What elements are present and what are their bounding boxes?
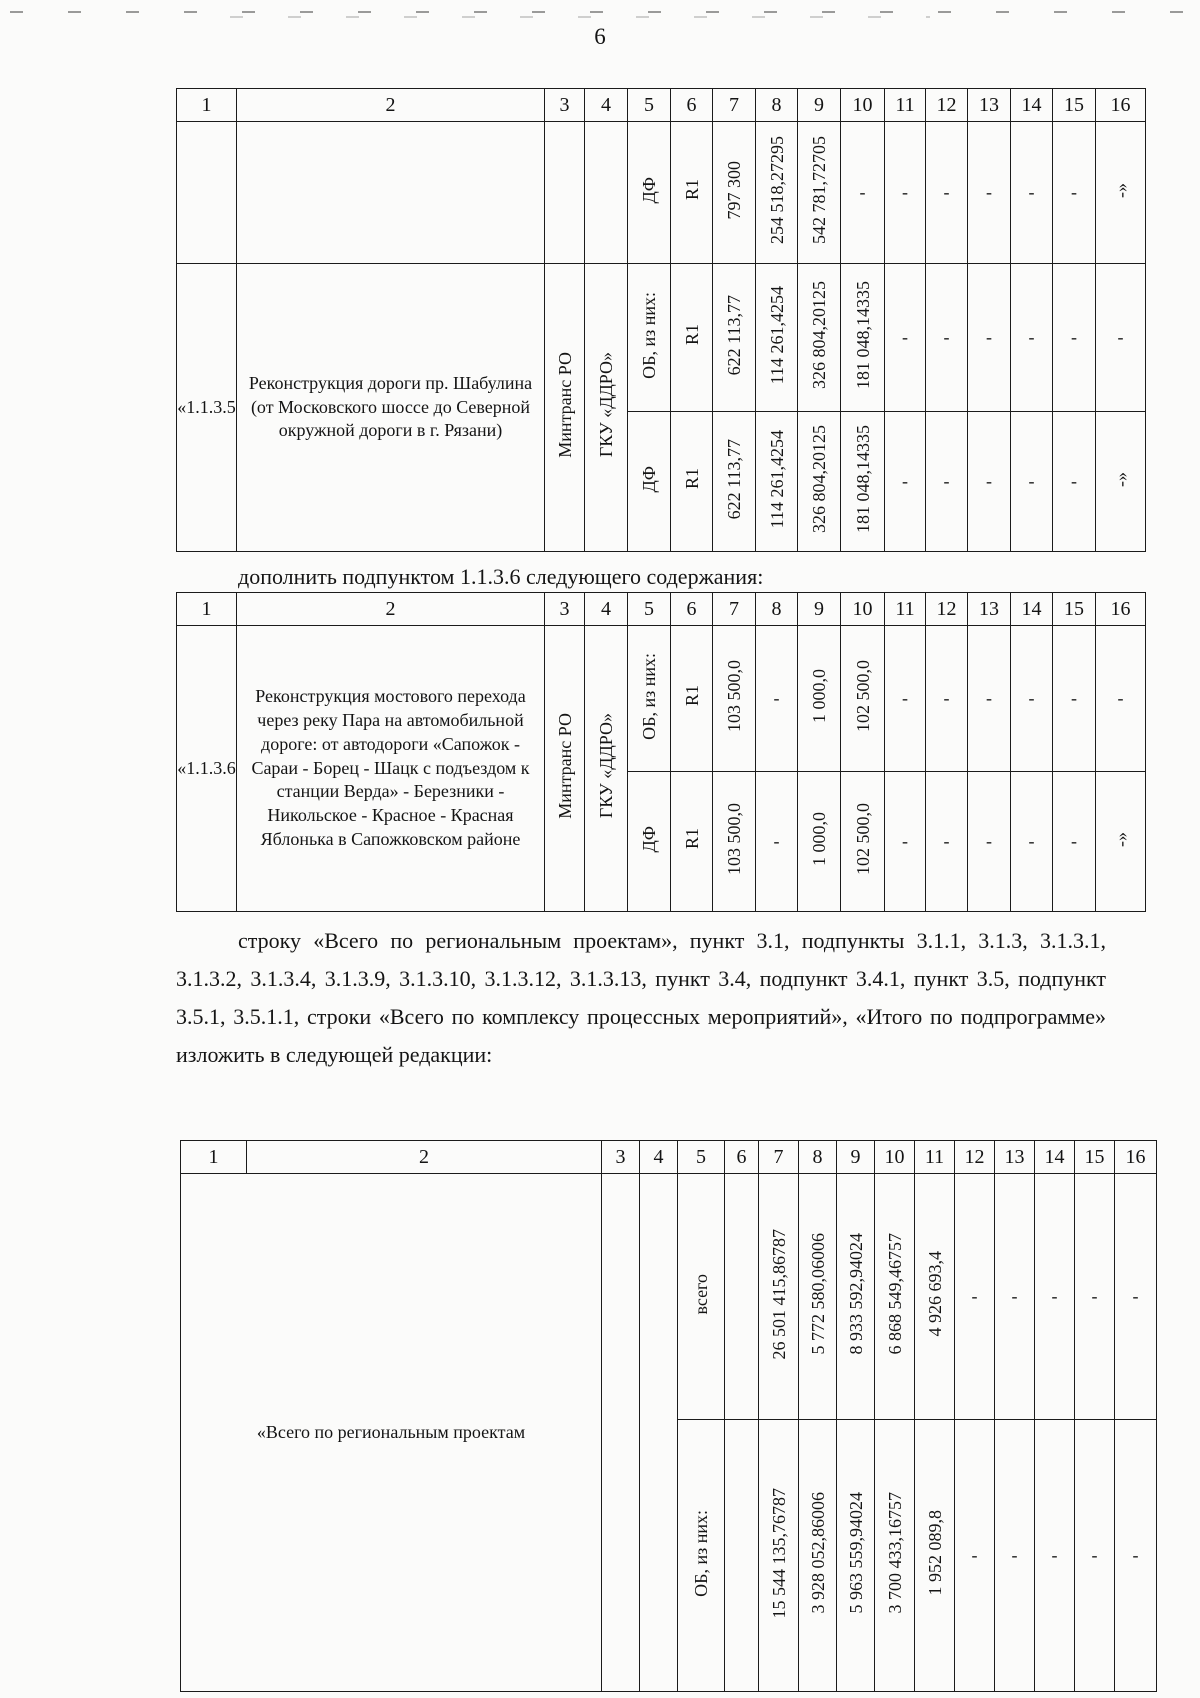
t1-h15: 15 — [1053, 89, 1096, 122]
t3-h12: 12 — [955, 1141, 995, 1174]
empty-cell — [237, 122, 545, 264]
t1-row-1135-ob — [177, 264, 1146, 412]
t1-h9: 9 — [798, 89, 841, 122]
t2-agency-text: ГКУ «ДДРО» — [596, 713, 616, 819]
t3-h5: 5 — [678, 1141, 725, 1174]
t2-sub1-y2 — [798, 626, 841, 772]
t3-total-y1-text: 5 772 580,06006 — [807, 1233, 828, 1355]
t3-ob-code-empty — [725, 1420, 759, 1692]
t1-rowA-total-text: 797 300 — [724, 160, 744, 220]
t1-sub2-source — [628, 412, 671, 552]
t1-sub1-total — [713, 264, 756, 412]
t1-header-row — [177, 89, 1146, 122]
t3-ob-source-text: ОБ, из них: — [691, 1509, 711, 1597]
insert-clause-paragraph: дополнить подпунктом 1.1.3.6 следующего содержания: — [238, 564, 764, 589]
t2-sub2-ditto-text: -» — [1110, 831, 1131, 847]
t3-ob-y1 — [799, 1420, 837, 1692]
t3-ob-c12: - — [955, 1420, 995, 1692]
t1-rowA-c14: - — [1011, 122, 1053, 264]
t3-total-source-text: всего — [691, 1273, 711, 1315]
t1-sub2-y1 — [756, 412, 798, 552]
t3-header-row — [181, 1141, 1157, 1174]
t2-sub1-y3-text: 102 500,0 — [852, 660, 873, 732]
t3-ob-sum — [759, 1420, 799, 1692]
t2-sub1-c11: - — [885, 626, 926, 772]
t3-h10: 10 — [875, 1141, 915, 1174]
t2-sub2-c8: - — [756, 772, 798, 912]
t1-h4: 4 — [585, 89, 628, 122]
t1-h16: 16 — [1096, 89, 1146, 122]
t2-item-number: «1.1.3.6 — [177, 626, 237, 912]
t3-agency-empty — [640, 1174, 678, 1692]
t1-rowA-c15: - — [1053, 122, 1096, 264]
t2-h11: 11 — [885, 593, 926, 626]
t1-rowA-c10: - — [841, 122, 885, 264]
t2-sub2-c14: - — [1011, 772, 1053, 912]
t2-sub2-source — [628, 772, 671, 912]
t1-rowA-total — [713, 122, 756, 264]
t2-sub2-total-text: 103 500,0 — [724, 803, 744, 875]
t2-sub1-code — [671, 626, 713, 772]
t1-sub2-c14: - — [1011, 412, 1053, 552]
t2-sub2-c12: - — [926, 772, 968, 912]
t2-h2: 2 — [237, 593, 545, 626]
t1-sub2-code — [671, 412, 713, 552]
t2-h10: 10 — [841, 593, 885, 626]
t3-total-y2-text: 8 933 592,94024 — [845, 1233, 866, 1355]
t1-sub2-y3-text: 181 048,14335 — [852, 425, 873, 533]
t1-sub1-y1-text: 114 261,4254 — [766, 285, 787, 385]
t2-h4: 4 — [585, 593, 628, 626]
t2-h1: 1 — [177, 593, 237, 626]
t2-h7: 7 — [713, 593, 756, 626]
t2-sub2-c11: - — [885, 772, 926, 912]
t1-sub1-y2-text: 326 804,20125 — [809, 281, 829, 389]
empty-cell — [177, 122, 237, 264]
t1-item-number: «1.1.3.5 — [177, 264, 237, 552]
t2-row-1136-ob — [177, 626, 1146, 772]
t3-total-source — [678, 1174, 725, 1420]
t2-sub1-code-text: R1 — [681, 685, 702, 707]
t2-sub2-y2-text: 1 000,0 — [809, 812, 829, 866]
t3-ob-c14: - — [1035, 1420, 1075, 1692]
t2-sub1-c16: - — [1096, 626, 1146, 772]
scan-noise-strip — [10, 11, 1188, 13]
t2-sub1-total — [713, 626, 756, 772]
t2-sub1-c14: - — [1011, 626, 1053, 772]
t1-executor-text: Минтранс РО — [554, 352, 575, 458]
t1-h2: 2 — [237, 89, 545, 122]
t2-header-row — [177, 593, 1146, 626]
t3-h4: 4 — [640, 1141, 678, 1174]
t1-sub1-total-text: 622 113,77 — [724, 294, 744, 376]
t1-sub2-y2-text: 326 804,20125 — [809, 425, 829, 533]
t2-sub2-code-text: R1 — [681, 828, 702, 850]
t3-ob-y2-text: 5 963 559,94024 — [845, 1492, 866, 1614]
t1-h5: 5 — [628, 89, 671, 122]
t2-sub2-ditto — [1096, 772, 1146, 912]
t2-sub2-source-text: ДФ — [639, 825, 659, 853]
t1-h10: 10 — [841, 89, 885, 122]
t1-sub2-y3 — [841, 412, 885, 552]
t3-h6: 6 — [725, 1141, 759, 1174]
t1-row-continuation — [177, 122, 1146, 264]
t1-h6: 6 — [671, 89, 713, 122]
table-subitem-1-1-3-5 — [176, 88, 1146, 552]
t2-sub1-y2-text: 1 000,0 — [809, 669, 829, 723]
scan-noise-strip-2 — [230, 16, 930, 18]
t1-sub1-c14: - — [1011, 264, 1053, 412]
t1-h7: 7 — [713, 89, 756, 122]
amendment-list-paragraph: строку «Всего по региональным проектам», пункт 3.1, подпункты 3.1.1, 3.1.3, 3.1.3.1, 3.1.3.2, 3.1.3.4, 3.1.3.9, 3.1.3.10, 3.1.3.12, 3.1.3.13, пункт 3.4, подпункт 3.4.1, пункт 3.5, подпункт 3.5.1, 3.5.1.1, строки «Всего по комплексу процессных мероприятий», «Итого по подпрограмме» изложить в следующей редакции: — [176, 928, 1106, 1067]
t1-agency-text: ГКУ «ДДРО» — [596, 352, 616, 458]
t2-h6: 6 — [671, 593, 713, 626]
t1-sub1-code-text: R1 — [681, 324, 702, 346]
t1-h14: 14 — [1011, 89, 1053, 122]
t1-sub1-y2 — [798, 264, 841, 412]
t2-sub1-source-text: ОБ, из них: — [639, 652, 659, 740]
t3-h15: 15 — [1075, 1141, 1115, 1174]
t3-total-c13: - — [995, 1174, 1035, 1420]
t3-total-sum — [759, 1174, 799, 1420]
t1-sub2-ditto-text: -» — [1110, 471, 1131, 487]
t2-h12: 12 — [926, 593, 968, 626]
t3-ob-c16: - — [1115, 1420, 1157, 1692]
t1-rowA-y2 — [798, 122, 841, 264]
t1-rowA-c11: - — [885, 122, 926, 264]
t3-h13: 13 — [995, 1141, 1035, 1174]
t2-sub2-code — [671, 772, 713, 912]
t3-h3: 3 — [602, 1141, 640, 1174]
t3-executor-empty — [602, 1174, 640, 1692]
t3-h7: 7 — [759, 1141, 799, 1174]
t1-item-description: Реконструкция дороги пр. Шабулина (от Московского шоссе до Северной окружной дороги в г. Рязани) — [237, 264, 545, 552]
t2-h9: 9 — [798, 593, 841, 626]
t2-sub2-c13: - — [968, 772, 1011, 912]
t1-h11: 11 — [885, 89, 926, 122]
t2-item-description: Реконструкция мостового перехода через реку Пара на автомобильной дороге: от автодороги «Сапожок - Сараи - Борец - Шацк с подъездом к станции Верда» - Березники - Никольское - Красное - Красная Яблонька в Сапожковском районе — [237, 626, 545, 912]
t3-h14: 14 — [1035, 1141, 1075, 1174]
t1-h8: 8 — [756, 89, 798, 122]
t2-h8: 8 — [756, 593, 798, 626]
t1-sub1-y3-text: 181 048,14335 — [852, 281, 873, 389]
t2-h14: 14 — [1011, 593, 1053, 626]
t2-sub1-y3 — [841, 626, 885, 772]
t1-sub2-source-text: ДФ — [639, 465, 659, 493]
t2-sub1-source — [628, 626, 671, 772]
t3-ob-y3-text: 3 700 433,16757 — [884, 1492, 905, 1614]
t2-h13: 13 — [968, 593, 1011, 626]
t1-rowA-c13: - — [968, 122, 1011, 264]
t3-total-code-empty — [725, 1174, 759, 1420]
t1-sub1-source — [628, 264, 671, 412]
t3-total-sum-text: 26 501 415,86787 — [768, 1228, 789, 1360]
t1-h13: 13 — [968, 89, 1011, 122]
t1-sub2-total-text: 622 113,77 — [724, 438, 744, 520]
t2-sub1-c8: - — [756, 626, 798, 772]
t1-rowA-ditto-text: -» — [1110, 182, 1131, 198]
t1-h1: 1 — [177, 89, 237, 122]
t3-total-y4 — [915, 1174, 955, 1420]
table-subitem-1-1-3-6 — [176, 592, 1146, 912]
t1-sub1-source-text: ОБ, из них: — [639, 291, 659, 379]
t3-ob-source — [678, 1420, 725, 1692]
t2-sub1-c15: - — [1053, 626, 1096, 772]
empty-cell — [545, 122, 585, 264]
t1-sub1-code — [671, 264, 713, 412]
t2-sub1-total-text: 103 500,0 — [724, 660, 744, 732]
t3-row-total — [181, 1174, 1157, 1420]
t2-sub1-c13: - — [968, 626, 1011, 772]
t3-total-c12: - — [955, 1174, 995, 1420]
t3-ob-c13: - — [995, 1420, 1035, 1692]
t2-sub2-y2 — [798, 772, 841, 912]
table-regional-projects-total — [180, 1140, 1157, 1692]
t1-sub1-c13: - — [968, 264, 1011, 412]
t1-sub2-ditto — [1096, 412, 1146, 552]
t2-h3: 3 — [545, 593, 585, 626]
t3-h9: 9 — [837, 1141, 875, 1174]
t1-sub1-c12: - — [926, 264, 968, 412]
t3-h11: 11 — [915, 1141, 955, 1174]
t1-rowA-code — [671, 122, 713, 264]
t1-sub2-total — [713, 412, 756, 552]
t3-total-y3 — [875, 1174, 915, 1420]
t2-sub2-total — [713, 772, 756, 912]
t1-sub2-y2 — [798, 412, 841, 552]
t3-ob-y2 — [837, 1420, 875, 1692]
t1-sub1-c16: - — [1096, 264, 1146, 412]
t1-sub2-c15: - — [1053, 412, 1096, 552]
t1-h3: 3 — [545, 89, 585, 122]
t1-rowA-y1 — [756, 122, 798, 264]
t3-ob-y4-text: 1 952 089,8 — [924, 1510, 945, 1596]
t1-sub1-y3 — [841, 264, 885, 412]
t1-sub2-code-text: R1 — [681, 468, 702, 490]
t3-total-c15: - — [1075, 1174, 1115, 1420]
t3-ob-sum-text: 15 544 135,76787 — [768, 1487, 789, 1619]
t2-sub2-y3 — [841, 772, 885, 912]
t1-rowA-y1-text: 254 518,27295 — [766, 136, 787, 244]
t1-rowA-y2-text: 542 781,72705 — [809, 136, 829, 244]
t2-h5: 5 — [628, 593, 671, 626]
t2-h15: 15 — [1053, 593, 1096, 626]
t1-rowA-source — [628, 122, 671, 264]
t1-agency — [585, 264, 628, 552]
t1-sub2-y1-text: 114 261,4254 — [766, 429, 787, 529]
t3-total-c14: - — [1035, 1174, 1075, 1420]
t1-sub1-c15: - — [1053, 264, 1096, 412]
t2-sub1-c12: - — [926, 626, 968, 772]
t1-sub1-c11: - — [885, 264, 926, 412]
t3-total-y2 — [837, 1174, 875, 1420]
t3-ob-y1-text: 3 928 052,86006 — [807, 1492, 828, 1614]
t3-row-label: «Всего по региональным проектам — [181, 1174, 602, 1692]
t2-sub2-c15: - — [1053, 772, 1096, 912]
t3-total-y3-text: 6 868 549,46757 — [884, 1233, 905, 1355]
t2-h16: 16 — [1096, 593, 1146, 626]
empty-cell — [585, 122, 628, 264]
t1-sub2-c11: - — [885, 412, 926, 552]
page-number: 6 — [594, 24, 606, 49]
t1-sub2-c13: - — [968, 412, 1011, 552]
t1-rowA-ditto — [1096, 122, 1146, 264]
t3-h8: 8 — [799, 1141, 837, 1174]
t3-total-y1 — [799, 1174, 837, 1420]
t1-rowA-code-text: R1 — [681, 179, 702, 201]
t1-rowA-source-text: ДФ — [639, 176, 659, 204]
t1-sub1-y1 — [756, 264, 798, 412]
t2-agency — [585, 626, 628, 912]
t1-rowA-c12: - — [926, 122, 968, 264]
t3-h2: 2 — [247, 1141, 602, 1174]
t1-sub2-c12: - — [926, 412, 968, 552]
t3-total-y4-text: 4 926 693,4 — [924, 1251, 945, 1337]
t1-executor — [545, 264, 585, 552]
t3-ob-c15: - — [1075, 1420, 1115, 1692]
t2-sub2-y3-text: 102 500,0 — [852, 803, 873, 875]
t2-executor — [545, 626, 585, 912]
t3-h16: 16 — [1115, 1141, 1157, 1174]
t2-executor-text: Минтранс РО — [554, 713, 575, 819]
t3-ob-y3 — [875, 1420, 915, 1692]
t1-h12: 12 — [926, 89, 968, 122]
t3-h1: 1 — [181, 1141, 247, 1174]
t3-ob-y4 — [915, 1420, 955, 1692]
t3-total-c16: - — [1115, 1174, 1157, 1420]
